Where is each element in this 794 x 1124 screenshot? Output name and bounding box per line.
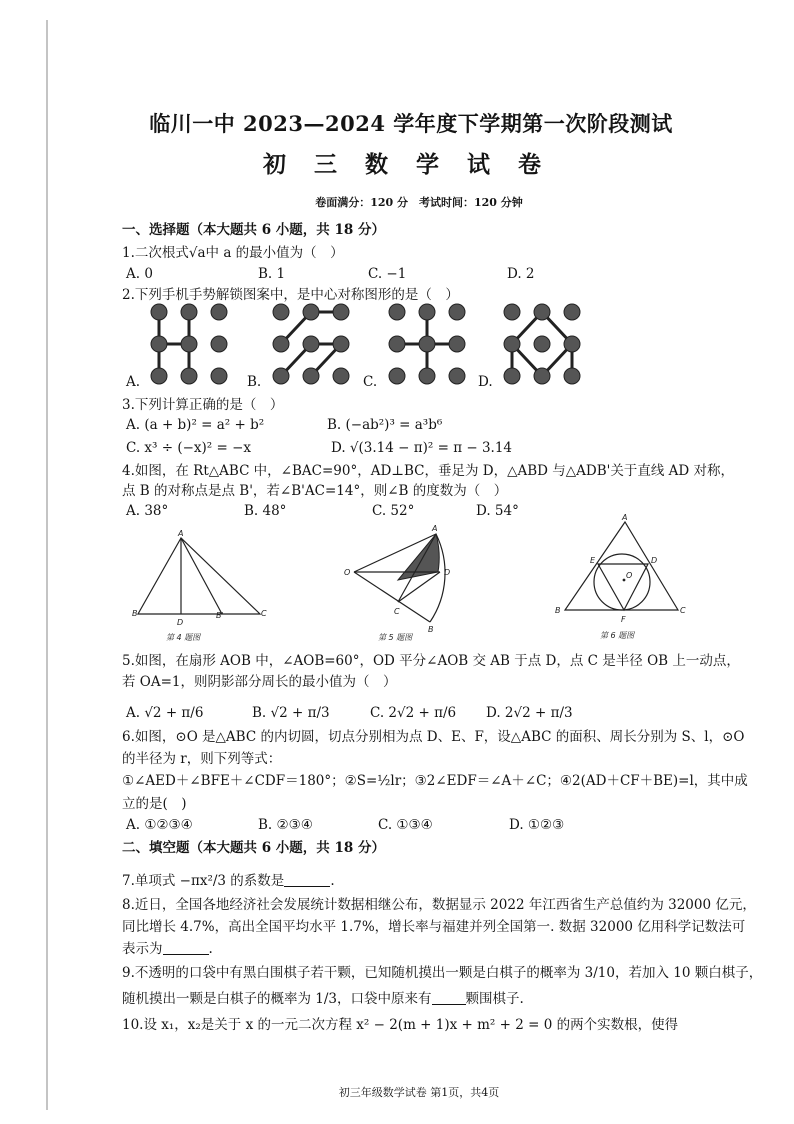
q7-text: 7.单项式 −πx²/3 的系数是 [122, 873, 285, 889]
q5-line2: 若 OA=1，则阴影部分周长的最小值为（ ） [122, 674, 397, 690]
figure-6 [550, 512, 690, 642]
q2-label-b: B. [247, 374, 262, 390]
q9-line2 [122, 990, 524, 1008]
q5-line1: 5.如图，在扇形 AOB 中，∠AOB=60°，OD 平分∠AOB 交 AB 于点 D，点 C 是半径 OB 上一动点， [122, 653, 740, 669]
fig4-label-a: A [178, 529, 184, 538]
q3-stem: 3.下列计算正确的是（ ） [122, 397, 284, 413]
q4-option-d: D. 54° [476, 503, 519, 519]
fig6-label-f: F [621, 615, 626, 624]
fig4-label-b: B [132, 609, 138, 618]
fig4-label-d: D [177, 618, 184, 627]
figure-4 [128, 530, 278, 642]
q6-line1: 6.如图，⊙O 是△ABC 的内切圆，切点分别相为点 D、E、F，设△ABC 的面积、周长分别为 S、l，⊙O [122, 729, 745, 745]
q7-end: . [330, 873, 335, 889]
q1-stem: 1.二次根式√a中 a 的最小值为（ ） [122, 245, 344, 261]
q3-option-b: B. (−ab²)³ = a³b⁶ [327, 417, 443, 433]
q4-option-b: B. 48° [244, 503, 287, 519]
q4-line1: 4.如图，在 Rt△ABC 中，∠BAC=90°，AD⊥BC，垂足为 D，△ABD 与△ADB'关于直线 AD 对称， [122, 463, 735, 479]
q4-line2: 点 B 的对称点是点 B'，若∠B'AC=14°，则∠B 的度数为（ ） [122, 483, 508, 499]
q1-option-b: B. 1 [258, 266, 286, 282]
q6-option-d: D. ①②③ [509, 817, 565, 833]
q5-option-c: C. 2√2 + π/6 [370, 705, 457, 721]
fig4-label-bprime: B' [216, 611, 224, 620]
fig6-label-e: E [590, 556, 596, 565]
q2-label-d: D. [478, 374, 493, 390]
fig5-label-o: O [344, 568, 351, 577]
fig6-label-a: A [622, 513, 628, 522]
q10-text: 10.设 x₁，x₂是关于 x 的一元二次方程 x² − 2(m + 1)x + m² + 2 = 0 的两个实数根，使得 [122, 1017, 679, 1033]
q6-option-c: C. ①③④ [378, 817, 433, 833]
exam-title: 临川一中 2023—2024 学年度下学期第一次阶段测试 [149, 111, 673, 136]
q6-option-a: A. ①②③④ [126, 817, 193, 833]
q5-option-a: A. √2 + π/6 [126, 705, 204, 721]
fig5-caption: 第 5 题图 [378, 633, 413, 642]
q6-line3: ①∠AED＋∠BFE＋∠CDF＝180°；②S=½lr；③2∠EDF＝∠A＋∠C；④2(AD＋CF＋BE)=l，其中成 [122, 773, 748, 789]
page-footer: 初三年级数学试卷 第1页，共4页 [338, 1086, 500, 1099]
binding-line [46, 20, 48, 1110]
q2-pattern-d [503, 302, 573, 382]
fig4-caption: 第 4 题图 [166, 633, 201, 642]
fig4-label-c: C [261, 609, 267, 618]
q6-option-b: B. ②③④ [258, 817, 313, 833]
q4-option-c: C. 52° [372, 503, 415, 519]
fig5-label-c: C [394, 607, 400, 616]
fig6-label-d: D [651, 556, 658, 565]
q2-pattern-b [272, 302, 342, 382]
q1-option-c: C. −1 [368, 266, 407, 282]
q9-end: 颗围棋子. [465, 991, 524, 1007]
q3-option-c: C. x³ ÷ (−x)² = −x [126, 440, 252, 456]
fig6-caption: 第 6 题图 [600, 631, 635, 640]
fig6-label-c: C [680, 606, 686, 615]
q6-line2: 的半径为 r，则下列等式： [122, 751, 282, 767]
q5-option-b: B. √2 + π/3 [252, 705, 330, 721]
fig6-label-b: B [555, 606, 561, 615]
q8-line2: 同比增长 4.7%，高出全国平均水平 1.7%，增长率与福建并列全国第一. 数据 32000 亿用科学记数法可 [122, 919, 746, 935]
exam-meta: 卷面满分：120 分 考试时间：120 分钟 [315, 196, 523, 209]
fig6-label-o: O [626, 571, 633, 580]
q8-text: 表示为 [122, 941, 163, 957]
q1-option-a: A. 0 [126, 266, 153, 282]
q8-line3 [122, 940, 213, 958]
fig5-label-b: B [428, 625, 434, 634]
q2-stem: 2.下列手机手势解锁图案中，是中心对称图形的是（ ） [122, 287, 459, 303]
q9-line1: 9.不透明的口袋中有黑白围棋子若干颗，已知随机摸出一颗是白棋子的概率为 3/10，若加入 10 颗白棋子， [122, 965, 763, 981]
q9-text: 随机摸出一颗是白棋子的概率为 1/3，口袋中原来有 [122, 991, 432, 1007]
q8-answer-blank[interactable] [163, 940, 209, 955]
q6-line4: 立的是( ) [122, 796, 187, 812]
q2-pattern-c [388, 302, 458, 382]
figure-5 [340, 524, 480, 642]
section2-heading: 二、填空题（本大题共 6 小题，共 18 分） [122, 840, 385, 856]
q8-line1: 8.近日，全国各地经济社会发展统计数据相继公布，数据显示 2022 年江西省生产总值约为 32000 亿元， [122, 897, 756, 913]
q5-option-d: D. 2√2 + π/3 [486, 705, 573, 721]
q9-answer-blank[interactable] [432, 990, 466, 1005]
q1-option-d: D. 2 [507, 266, 535, 282]
q8-end: . [208, 941, 213, 957]
fig5-label-d: D [444, 568, 451, 577]
q2-pattern-a [150, 302, 220, 382]
q2-label-a: A. [126, 374, 141, 390]
q7-answer-blank[interactable] [284, 872, 330, 887]
q2-label-c: C. [363, 374, 378, 390]
q4-option-a: A. 38° [126, 503, 169, 519]
exam-subtitle: 初 三 数 学 试 卷 [262, 151, 552, 178]
q3-option-d: D. √(3.14 − π)² = π − 3.14 [331, 440, 513, 456]
q3-option-a: A. (a + b)² = a² + b² [126, 417, 265, 433]
section1-heading: 一、选择题（本大题共 6 小题，共 18 分） [122, 222, 385, 238]
q7 [122, 872, 335, 890]
fig5-label-a: A [432, 524, 438, 533]
